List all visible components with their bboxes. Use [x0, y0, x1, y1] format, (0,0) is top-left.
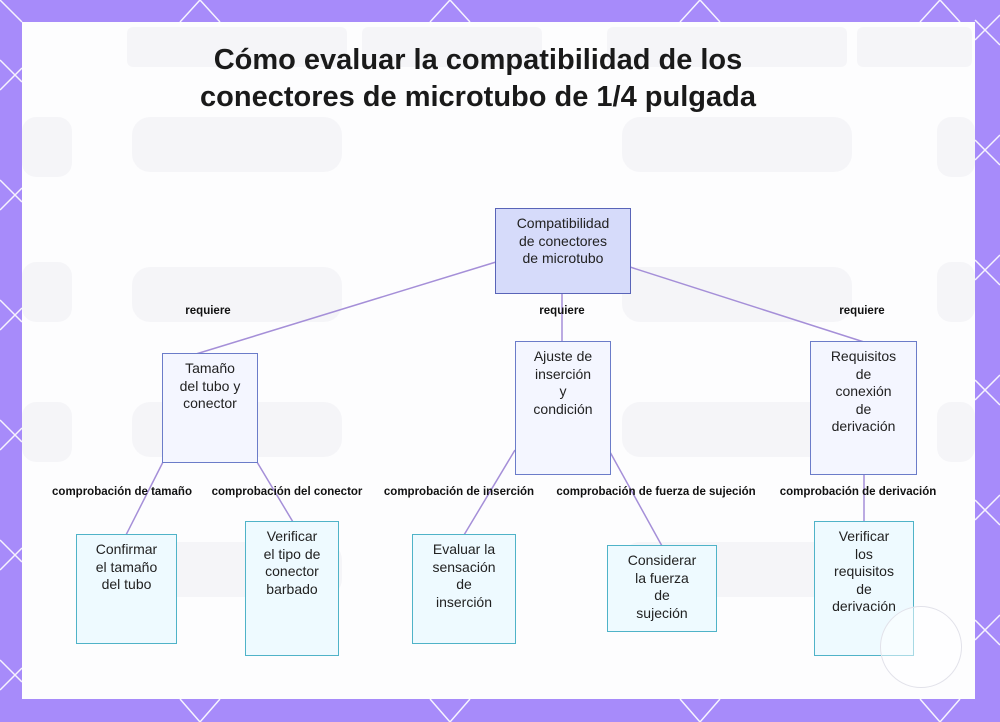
watermark-logo	[880, 606, 962, 688]
diagram-title: Cómo evaluar la compatibilidad de los conectores de microtubo de 1/4 pulgada	[200, 44, 756, 113]
edge-label-insertion-check: comprobación de inserción	[383, 486, 535, 498]
edge-label-requires-mid: requiere	[539, 305, 585, 317]
edge-label-requires-left: requiere	[185, 305, 231, 317]
node-size: Tamaño del tubo y conector	[162, 353, 258, 463]
node-eval-insert: Evaluar la sensación de inserción	[412, 534, 516, 644]
node-consider-grip: Considerar la fuerza de sujeción	[607, 545, 717, 632]
node-verify-barb: Verificar el tipo de conector barbado	[245, 521, 339, 656]
edge-root-size	[196, 262, 496, 354]
edge-label-size-check: comprobación de tamaño	[52, 486, 192, 498]
node-root: Compatibilidad de conectores de microtubo	[495, 208, 631, 294]
edge-label-requires-right: requiere	[839, 305, 885, 317]
edge-size-confirm	[126, 462, 163, 535]
edge-label-grip-check: comprobación de fuerza de sujeción	[556, 486, 756, 498]
node-branch: Requisitos de conexión de derivación	[810, 341, 917, 475]
node-verify-branch: Verificar los requisitos de derivación	[814, 521, 914, 656]
node-confirm-tube: Confirmar el tamaño del tubo	[76, 534, 177, 644]
edge-root-branch	[630, 267, 864, 342]
edge-label-branch-check: comprobación de derivación	[779, 486, 937, 498]
edge-label-connector-check: comprobación del conector	[211, 486, 363, 498]
node-fit: Ajuste de inserción y condición	[515, 341, 611, 475]
edge-fit-grip	[610, 452, 662, 546]
